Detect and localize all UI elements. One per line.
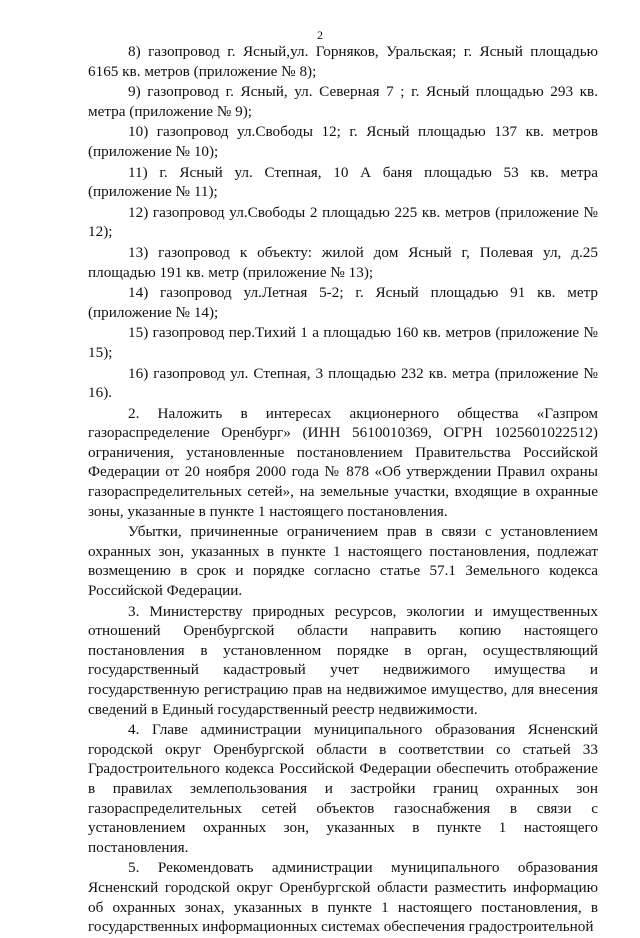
page-number: 2 (317, 28, 323, 42)
list-item-16: 16) газопровод ул. Степная, 3 площадью 232 кв. метра (приложение № 16). (88, 364, 598, 402)
list-item-9: 9) газопровод г. Ясный, ул. Северная 7 ; г. Ясный площадью 293 кв. метра (приложение № 9); (88, 83, 598, 120)
list-item-11: 11) г. Ясный ул. Степная, 10 А баня площадью 53 кв. метра (приложение № 11); (88, 163, 598, 201)
clause-5: 5. Рекомендовать администрации муниципального образования Ясненский городской округ Оренбургской области разместить информацию об охранных зонах, указанных в пункте 1 настоящего постановления, в государственных информационных системах обеспечения градостроительной (88, 859, 598, 936)
list-item-12: 12) газопровод ул.Свободы 2 площадью 225 кв. метров (приложение № 12); (88, 203, 598, 241)
clause-2: 2. Наложить в интересах акционерного общества «Газпром газораспределение Оренбург» (ИНН 5610010369, ОГРН 1025601022512) ограничения, установленные постановлением Правительства Российской Федерации от 20 ноября 2000 года № 878 «Об утверждении Правил охраны газораспределительных сетей», на земельные участки, входящие в охранные зоны, указанные в пункте 1 настоящего постановления. (88, 404, 598, 520)
list-item-10: 10) газопровод ул.Свободы 12; г. Ясный площадью 137 кв. метров (приложение № 10); (88, 123, 598, 160)
list-item-13: 13) газопровод к объекту: жилой дом Ясный г, Полевая ул, д.25 площадью 191 кв. метр (приложение № 13); (88, 243, 598, 281)
clause-3: 3. Министерству природных ресурсов, экологии и имущественных отношений Оренбургской области направить копию настоящего постановления в установленном порядке в орган, осуществляющий государственный кадастровый учет недвижимого имущества и государственную регистрацию прав на недвижимое имущество, для внесения сведений в Единый государственный реестр недвижимости. (88, 602, 598, 718)
clause-4: 4. Главе администрации муниципального образования Ясненский городской округ Оренбургской области в соответствии со статьей 33 Градостроительного кодекса Российской Федерации обеспечить отображение в правилах землепользования и застройки границ охранных зон газораспределительных сетей объектов газоснабжения в связи с установлением охранных зон, указанных в пункте 1 настоящего постановления. (88, 721, 598, 856)
document-body (88, 42, 598, 938)
list-item-14: 14) газопровод ул.Летная 5-2; г. Ясный площадью 91 кв. метр (приложение № 14); (88, 284, 598, 321)
list-item-8: 8) газопровод г. Ясный,ул. Горняков, Уральская; г. Ясный площадью 6165 кв. метров (приложение № 8); (88, 43, 598, 80)
list-item-15: 15) газопровод пер.Тихий 1 а площадью 160 кв. метров (приложение № 15); (88, 324, 598, 361)
clause-2-losses: Убытки, причиненные ограничением прав в связи с установлением охранных зон, указанных в пункте 1 настоящего постановления, подлежат возмещению в срок и порядке согласно статье 57.1 Земельного кодекса Российской Федерации. (88, 523, 598, 600)
